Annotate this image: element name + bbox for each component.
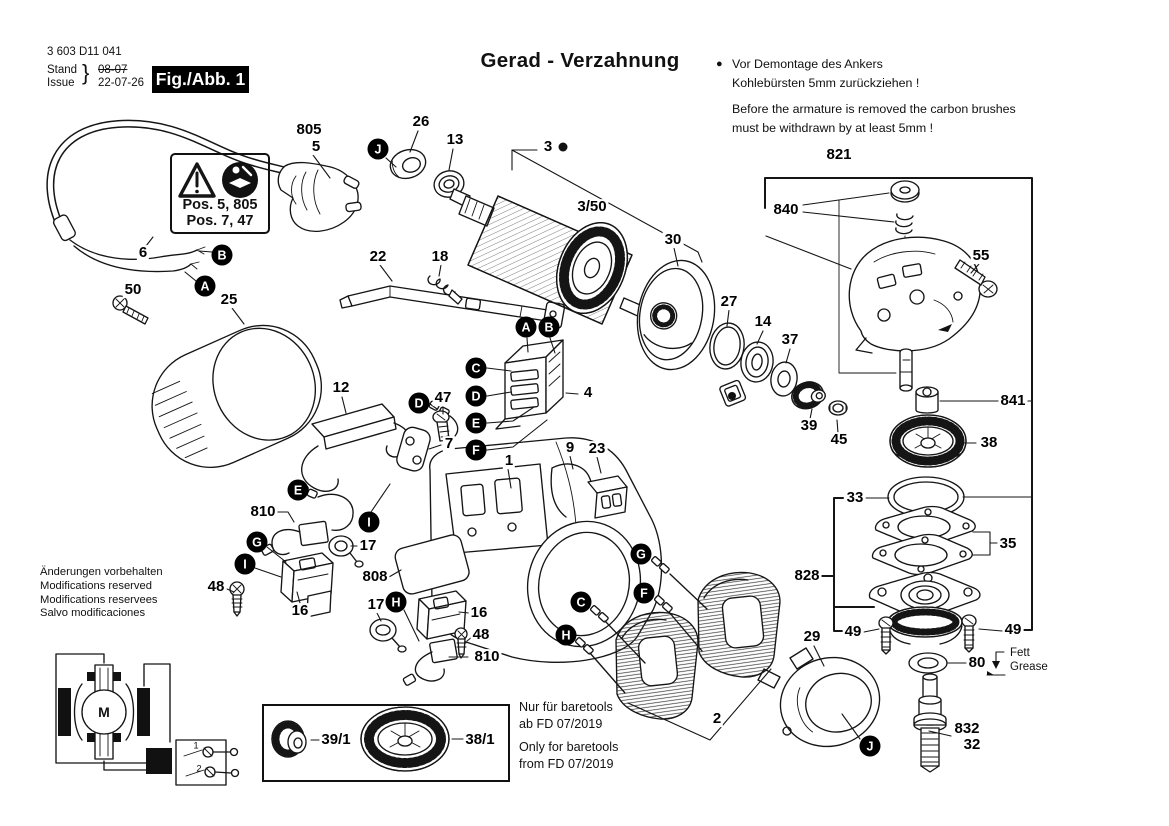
screw-49-left bbox=[879, 617, 893, 654]
grease-de: Fett bbox=[1010, 647, 1030, 659]
modifications-note bbox=[40, 566, 163, 621]
part-label-12: 12 bbox=[332, 379, 350, 397]
motor-end-cap-25 bbox=[134, 308, 339, 486]
index-badge-J: J bbox=[368, 139, 389, 160]
index-badge-J: J bbox=[860, 736, 881, 757]
index-badge-H: H bbox=[556, 625, 577, 646]
pos-line-2: Pos. 7, 47 bbox=[186, 213, 254, 229]
index-badge-I: I bbox=[359, 512, 380, 533]
part-label-23: 23 bbox=[588, 440, 606, 458]
nut-45 bbox=[829, 401, 847, 415]
part-label-48: 48 bbox=[207, 578, 225, 596]
issue-date: 22-07-26 bbox=[98, 77, 145, 89]
part-label-810: 810 bbox=[250, 503, 276, 521]
part-label-1: 1 bbox=[504, 452, 514, 470]
part-label-50: 50 bbox=[124, 281, 142, 299]
stand-label: Stand bbox=[47, 64, 78, 76]
part-label-33: 33 bbox=[846, 489, 864, 507]
schematic-terminal-1: 1 bbox=[193, 740, 199, 752]
part-label-17: 17 bbox=[367, 596, 385, 614]
index-badge-C: C bbox=[466, 358, 487, 379]
part-label-2: 2 bbox=[712, 710, 722, 728]
document-part-number: 3 603 D11 041 bbox=[47, 46, 122, 58]
index-badge-B: B bbox=[539, 317, 560, 338]
part-label-4: 4 bbox=[583, 384, 593, 402]
connector-12 bbox=[302, 404, 411, 491]
schematic-motor-label: M bbox=[98, 704, 110, 720]
part-label-47: 47 bbox=[434, 389, 452, 407]
mods-line-es: Salvo modificaciones bbox=[40, 607, 146, 620]
index-badge-A: A bbox=[516, 317, 537, 338]
warning-en-line1: Before the armature is removed the carbon brushes bbox=[732, 102, 1016, 116]
mods-line-en: Modifications reserved bbox=[40, 579, 152, 592]
part-label-18: 18 bbox=[431, 248, 449, 266]
part-label-14: 14 bbox=[754, 313, 772, 331]
part-label-39: 39 bbox=[800, 417, 818, 435]
pos-line-1: Pos. 5, 805 bbox=[182, 197, 258, 213]
part-label-832: 832 bbox=[954, 720, 980, 738]
index-badge-B: B bbox=[212, 245, 233, 266]
wiring-schematic bbox=[56, 654, 239, 785]
screw-49-right bbox=[962, 615, 976, 652]
o-ring-80 bbox=[909, 653, 947, 673]
part-label-5: 5 bbox=[311, 138, 321, 156]
issue-label: Issue bbox=[47, 77, 75, 89]
ring-gear bbox=[888, 607, 962, 644]
part-label-37: 37 bbox=[781, 331, 799, 349]
screw-50 bbox=[113, 296, 148, 324]
grease-note bbox=[1010, 646, 1048, 674]
part-label-13: 13 bbox=[446, 131, 464, 149]
fan-baffle-30 bbox=[629, 254, 723, 376]
position-reference-box bbox=[170, 153, 270, 234]
part-label-3: 3 bbox=[543, 138, 553, 156]
cap-17-right bbox=[370, 619, 406, 652]
spindle-32 bbox=[914, 674, 946, 772]
part-label-821: 821 bbox=[826, 146, 852, 164]
part-label-841: 841 bbox=[1000, 392, 1026, 410]
page-title: Gerad - Verzahnung bbox=[480, 49, 680, 72]
part-label-55: 55 bbox=[972, 247, 990, 265]
grease-en: Grease bbox=[1010, 661, 1048, 673]
baretools-de-line1: Nur für baretools bbox=[519, 700, 613, 714]
index-badge-D: D bbox=[466, 386, 487, 407]
part-label-16: 16 bbox=[470, 604, 488, 622]
part-label-805: 805 bbox=[296, 121, 322, 139]
part-label-828: 828 bbox=[794, 567, 820, 585]
crown-gear-38 bbox=[890, 415, 966, 467]
index-badge-H: H bbox=[386, 592, 407, 613]
schematic-terminal-2: 2 bbox=[196, 763, 202, 775]
part-label-38-1: 38/1 bbox=[465, 731, 495, 749]
part-label-25: 25 bbox=[220, 291, 238, 309]
bracket-7 bbox=[395, 425, 433, 473]
part-label-29: 29 bbox=[803, 628, 821, 646]
part-label-30: 30 bbox=[664, 231, 682, 249]
gaskets-35 bbox=[872, 507, 975, 575]
part-label-26: 26 bbox=[412, 113, 430, 131]
brace-glyph: } bbox=[82, 60, 90, 85]
part-label-27: 27 bbox=[720, 293, 738, 311]
part-label-17: 17 bbox=[359, 537, 377, 555]
part-label-16: 16 bbox=[291, 602, 309, 620]
part-label-35: 35 bbox=[999, 535, 1017, 553]
warning-de-line2: Kohlebürsten 5mm zurückziehen ! bbox=[732, 76, 920, 90]
mains-plug bbox=[278, 163, 361, 232]
armature-warning-note bbox=[716, 55, 1016, 138]
mods-line-fr: Modifications reservees bbox=[40, 593, 158, 606]
figure-number-box: Fig./Abb. 1 bbox=[152, 66, 249, 93]
bullet-icon: ● bbox=[716, 58, 723, 70]
part-label-840: 840 bbox=[773, 201, 799, 219]
part-label-80: 80 bbox=[968, 654, 986, 672]
baretools-note bbox=[519, 699, 618, 773]
index-badge-G: G bbox=[631, 544, 652, 565]
baretools-en-line1: Only for baretools bbox=[519, 740, 619, 754]
index-badge-C: C bbox=[571, 592, 592, 613]
part-label-38: 38 bbox=[980, 434, 998, 452]
part-label-49: 49 bbox=[1004, 621, 1022, 639]
warning-en-line2: must be withdrawn by at least 5mm ! bbox=[732, 121, 934, 135]
part-label-49: 49 bbox=[844, 623, 862, 641]
index-badge-E: E bbox=[288, 480, 309, 501]
mods-line-de: Änderungen vorbehalten bbox=[40, 566, 163, 578]
part-label-7: 7 bbox=[444, 435, 454, 453]
index-badge-D: D bbox=[409, 393, 430, 414]
warning-de-line1: Vor Demontage des Ankers bbox=[732, 57, 883, 71]
part-label-45: 45 bbox=[830, 431, 848, 449]
index-badge-I: I bbox=[235, 554, 256, 575]
brush-810-right bbox=[403, 639, 458, 686]
baretools-de-line2: ab FD 07/2019 bbox=[519, 717, 603, 731]
part-label-808: 808 bbox=[362, 568, 388, 586]
index-badge-F: F bbox=[466, 440, 487, 461]
part-label-3-50: 3/50 bbox=[577, 198, 607, 216]
part-label-6: 6 bbox=[138, 244, 148, 262]
part-label-9: 9 bbox=[565, 439, 575, 457]
bushing-841 bbox=[916, 387, 938, 413]
screw-48-left bbox=[230, 582, 244, 616]
switch-4 bbox=[496, 340, 563, 429]
index-badge-E: E bbox=[466, 413, 487, 434]
spindle-lock-button bbox=[719, 380, 746, 407]
index-badge-F: F bbox=[634, 583, 655, 604]
baretools-en-line2: from FD 07/2019 bbox=[519, 757, 614, 771]
part-label-48: 48 bbox=[472, 626, 490, 644]
index-badge-A: A bbox=[195, 276, 216, 297]
part-label-39-1: 39/1 bbox=[321, 731, 351, 749]
index-badge-G: G bbox=[247, 532, 268, 553]
part-label-810: 810 bbox=[474, 648, 500, 666]
stand-date-old: 08-07 bbox=[98, 64, 128, 76]
part-label-32: 32 bbox=[963, 736, 981, 754]
part-label-22: 22 bbox=[369, 248, 387, 266]
